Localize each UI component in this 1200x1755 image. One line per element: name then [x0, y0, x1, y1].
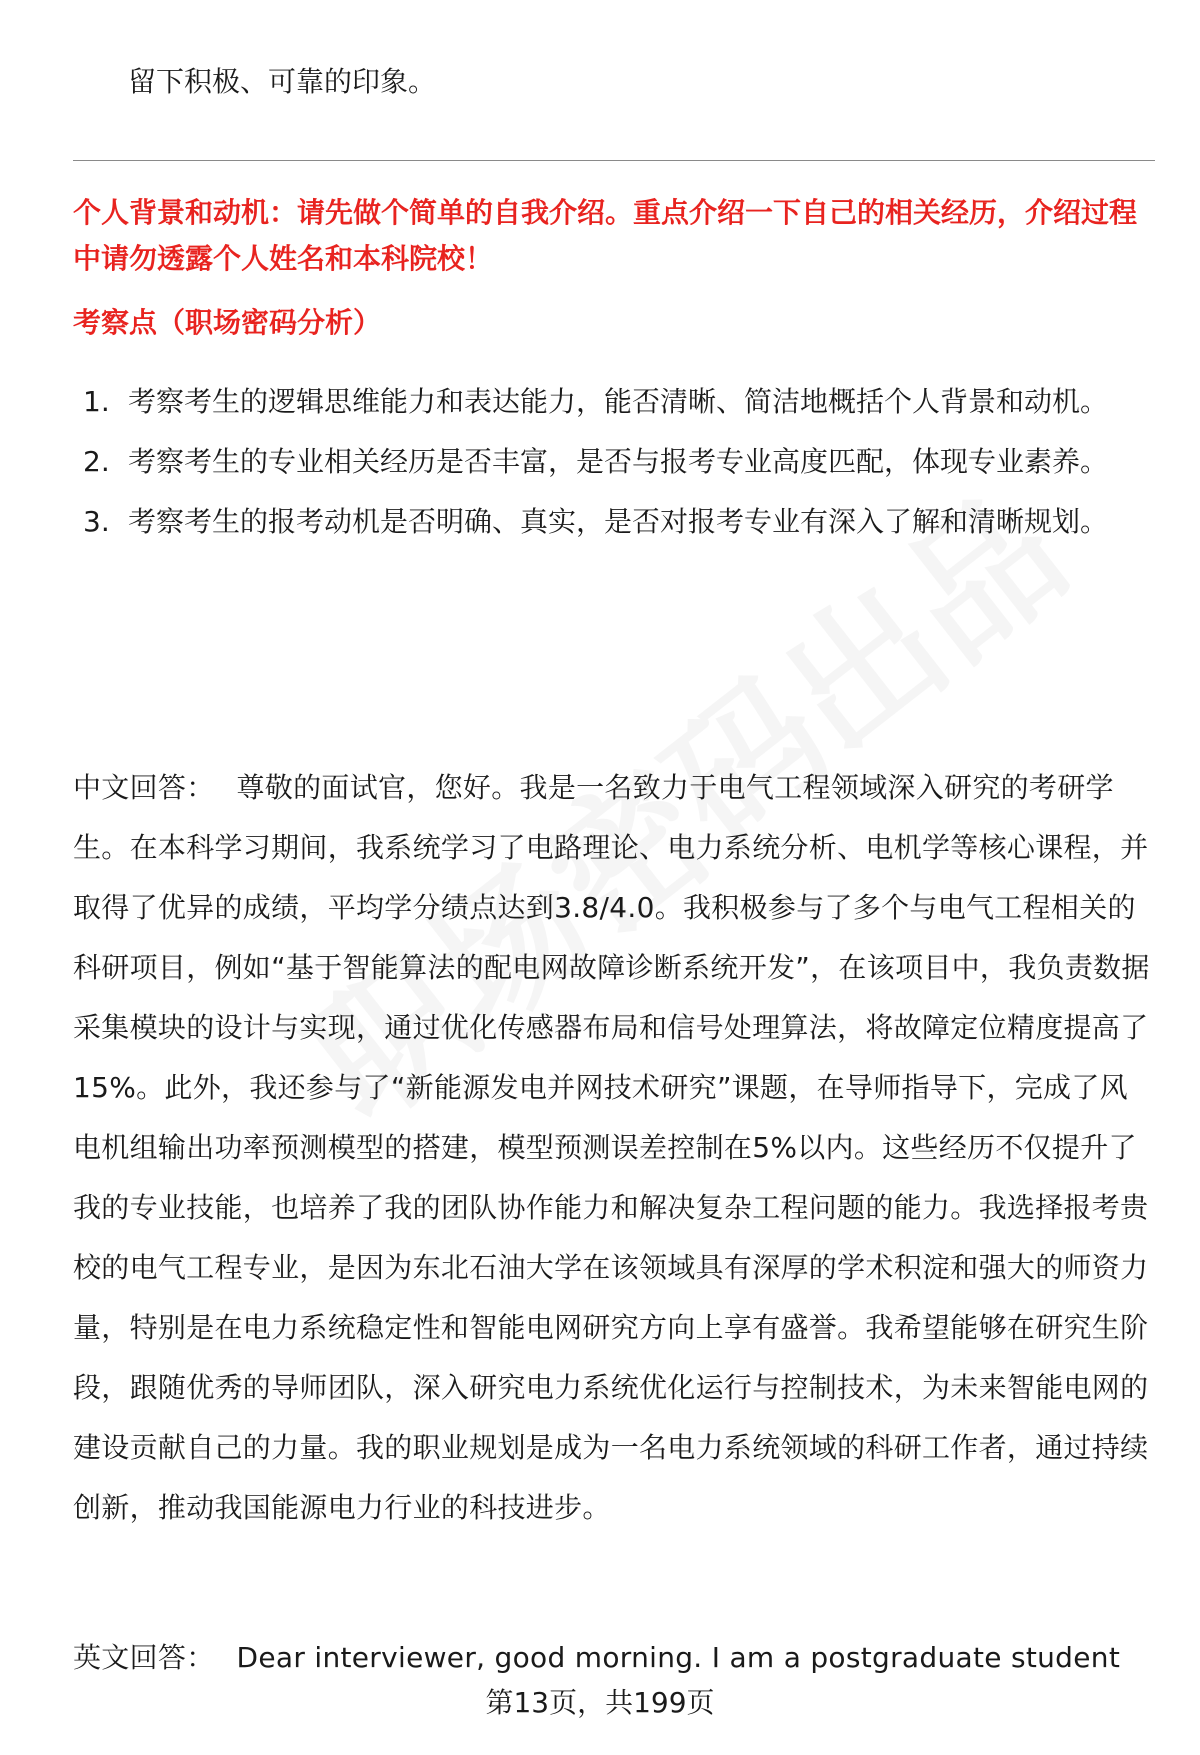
- list-item: [73, 492, 1155, 552]
- chinese-answer-text: 尊敬的面试官，您好。我是一名致力于电气工程领域深入研究的考研学生。在本科学习期间，我系统学习了电路理论、电力系统分析、电机学等核心课程，并取得了优异的成绩，平均学分绩点达到3.8/4.0。我积极参与了多个与电气工程相关的科研项目，例如“基于智能算法的配电网故障诊断系统开发”，在该项目中，我负责数据采集模块的设计与实现，通过优化传感器布局和信号处理算法，将故障定位精度提高了15%。此外，我还参与了“新能源发电并网技术研究”课题，在导师指导下，完成了风电机组输出功率预测模型的搭建，模型预测误差控制在5%以内。这些经历不仅提升了我的专业技能，也培养了我的团队协作能力和解决复杂工程问题的能力。我选择报考贵校的电气工程专业，是因为东北石油大学在该领域具有深厚的学术积淀和强大的师资力量，特别是在电力系统稳定性和智能电网研究方向上享有盛誉。我希望能够在研究生阶段，跟随优秀的导师团队，深入研究电力系统优化运行与控制技术，为未来智能电网的建设贡献自己的力量。我的职业规划是成为一名电力系统领域的科研工作者，通过持续创新，推动我国能源电力行业的科技进步。: [73, 771, 1150, 1524]
- assessment-heading: 考察点（职场密码分析）: [73, 306, 382, 339]
- chinese-answer-paragraph: [73, 758, 1155, 1538]
- list-item-number: 1.: [83, 385, 110, 418]
- carry-over-line: 留下积极、可靠的印象。: [128, 65, 437, 98]
- list-item-text: 考察考生的报考动机是否明确、真实，是否对报考专业有深入了解和清晰规划。: [128, 505, 1109, 538]
- english-answer-label: 英文回答：: [73, 1641, 215, 1674]
- list-item-number: 3.: [83, 505, 110, 538]
- chinese-answer-label: 中文回答：: [73, 771, 215, 804]
- list-item-text: 考察考生的专业相关经历是否丰富，是否与报考专业高度匹配，体现专业素养。: [128, 445, 1109, 478]
- english-answer-text: Dear interviewer, good morning. I am a postgraduate student: [236, 1641, 1121, 1674]
- list-item: [73, 372, 1155, 432]
- section-divider: [73, 160, 1155, 161]
- list-item-text: 考察考生的逻辑思维能力和表达能力，能否清晰、简洁地概括个人背景和动机。: [128, 385, 1109, 418]
- assessment-points-list: [73, 372, 1155, 552]
- english-answer-paragraph: [73, 1628, 1155, 1688]
- page-footer: 第13页，共199页: [485, 1686, 715, 1719]
- list-item: [73, 432, 1155, 492]
- question-heading: 个人背景和动机：请先做个简单的自我介绍。重点介绍一下自己的相关经历，介绍过程中请勿透露个人姓名和本科院校！: [73, 196, 1138, 275]
- list-item-number: 2.: [83, 445, 110, 478]
